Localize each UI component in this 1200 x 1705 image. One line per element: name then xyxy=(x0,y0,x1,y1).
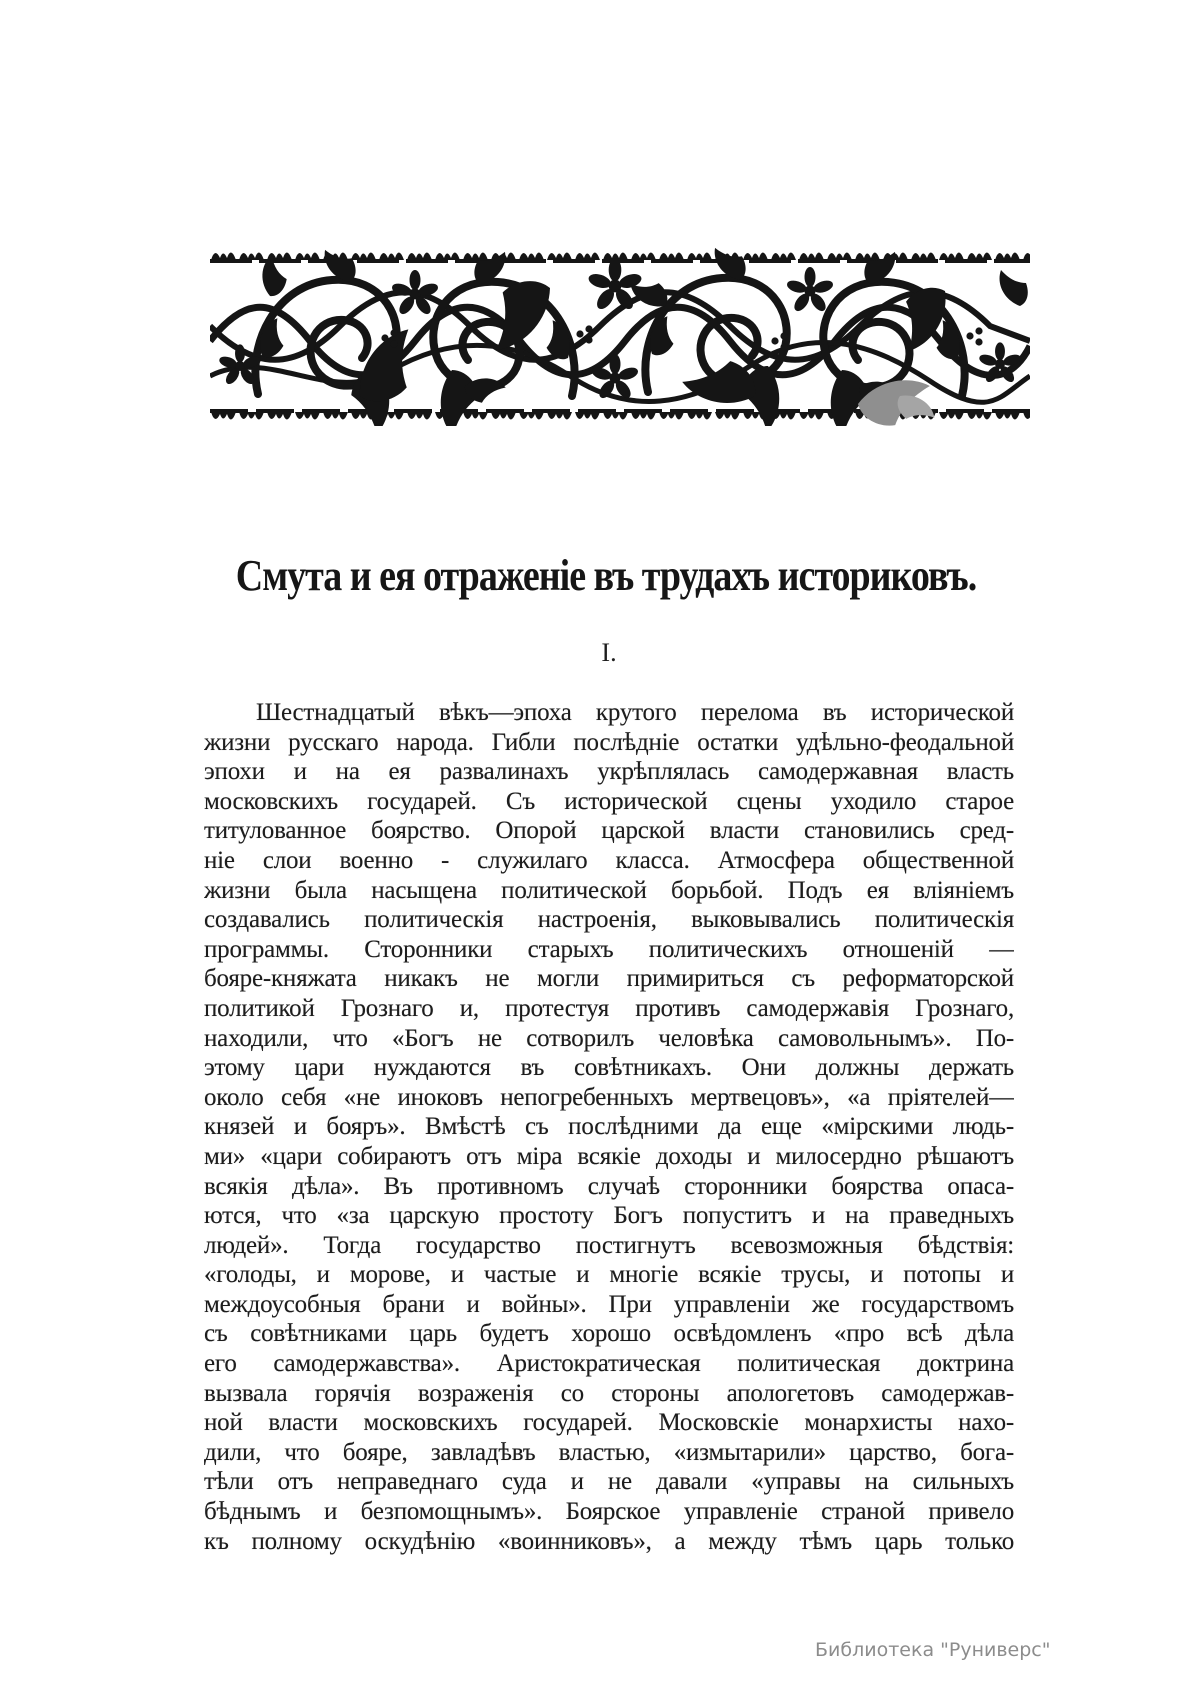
text-line: бояре-княжата никакъ не могли примириться съ реформаторской xyxy=(204,965,1014,993)
text-line: междоусобныя брани и войны». При управленіи же государствомъ xyxy=(204,1290,1014,1318)
text-line: «голоды, и морове, и частые и многіе всякіе трусы, и потопы и xyxy=(204,1261,1014,1289)
text-line: политикой Грознаго и, протестуя противъ самодержавія Грознаго, xyxy=(204,994,1014,1022)
text-line: всякія дѣла». Въ противномъ случаѣ сторонники боярства опаса- xyxy=(204,1172,1014,1200)
text-line: этому цари нуждаются въ совѣтникахъ. Они должны держать xyxy=(204,1054,1014,1082)
text-line: московскихъ государей. Съ исторической сцены уходило старое xyxy=(204,787,1014,815)
text-line: ной власти московскихъ государей. Московскіе монархисты нахо- xyxy=(204,1409,1014,1437)
text-line: ются, что «за царскую простоту Богъ попуститъ и на праведныхъ xyxy=(204,1202,1014,1230)
chapter-title: Смута и ея отраженіе въ трудахъ историковъ. xyxy=(235,551,977,601)
text-line: къ полному оскудѣнію «воинниковъ», а между тѣмъ царь только xyxy=(204,1527,1014,1555)
text-line: жизни была насыщена политической борьбой. Подъ ея вліяніемъ xyxy=(204,876,1014,904)
text-line: бѣднымъ и безпомощнымъ». Боярское управленіе страной привело xyxy=(204,1498,1014,1526)
text-line: программы. Сторонники старыхъ политическихъ отношеній — xyxy=(204,935,1014,963)
text-line: эпохи и на ея развалинахъ укрѣплялась самодержавная власть xyxy=(204,758,1014,786)
text-line: находили, что «Богъ не сотворилъ человѣка самовольнымъ». По- xyxy=(204,1024,1014,1052)
body-text xyxy=(204,698,1014,1556)
floral-woodcut-image xyxy=(210,246,1030,426)
text-line: съ совѣтниками царь будетъ хорошо освѣдомленъ «про всѣ дѣла xyxy=(204,1320,1014,1348)
text-line: Шестнадцатый вѣкъ—эпоха крутого перелома въ исторической xyxy=(256,699,1014,726)
text-line: тѣли отъ неправеднаго суда и не давали «управы на сильныхъ xyxy=(204,1468,1014,1496)
text-line: создавались политическія настроенія, выковывались политическія xyxy=(204,906,1014,934)
text-line: титулованное боярство. Опорой царской власти становились сред- xyxy=(204,817,1014,845)
text-line: вызвала горячія возраженія со стороны апологетовъ самодержав- xyxy=(204,1379,1014,1407)
text-line: князей и бояръ». Вмѣстѣ съ послѣдними да еще «мірскими людь- xyxy=(204,1113,1014,1141)
text-line: его самодержавства». Аристократическая политическая доктрина xyxy=(204,1350,1014,1378)
text-line: ми» «цари собираютъ отъ міра всякіе доходы и милосердно рѣшаютъ xyxy=(204,1142,1014,1170)
text-line: около себя «не иноковъ непогребенныхъ мертвецовъ», «а пріятелей— xyxy=(204,1083,1014,1111)
floral-headpiece-ornament xyxy=(210,246,1030,426)
text-line: жизни русскаго народа. Гибли послѣдніе остатки удѣльно-феодальной xyxy=(204,728,1014,756)
library-watermark: Библиотека "Руниверс" xyxy=(815,1639,1051,1661)
text-line: ніе слои военно - служилаго класса. Атмосфера общественной xyxy=(204,846,1014,874)
section-number: I. xyxy=(601,638,617,667)
text-line: людей». Тогда государство постигнутъ всевозможныя бѣдствія: xyxy=(204,1231,1014,1259)
text-line: дили, что бояре, завладѣвъ властью, «измытарили» царство, бога- xyxy=(204,1438,1014,1466)
